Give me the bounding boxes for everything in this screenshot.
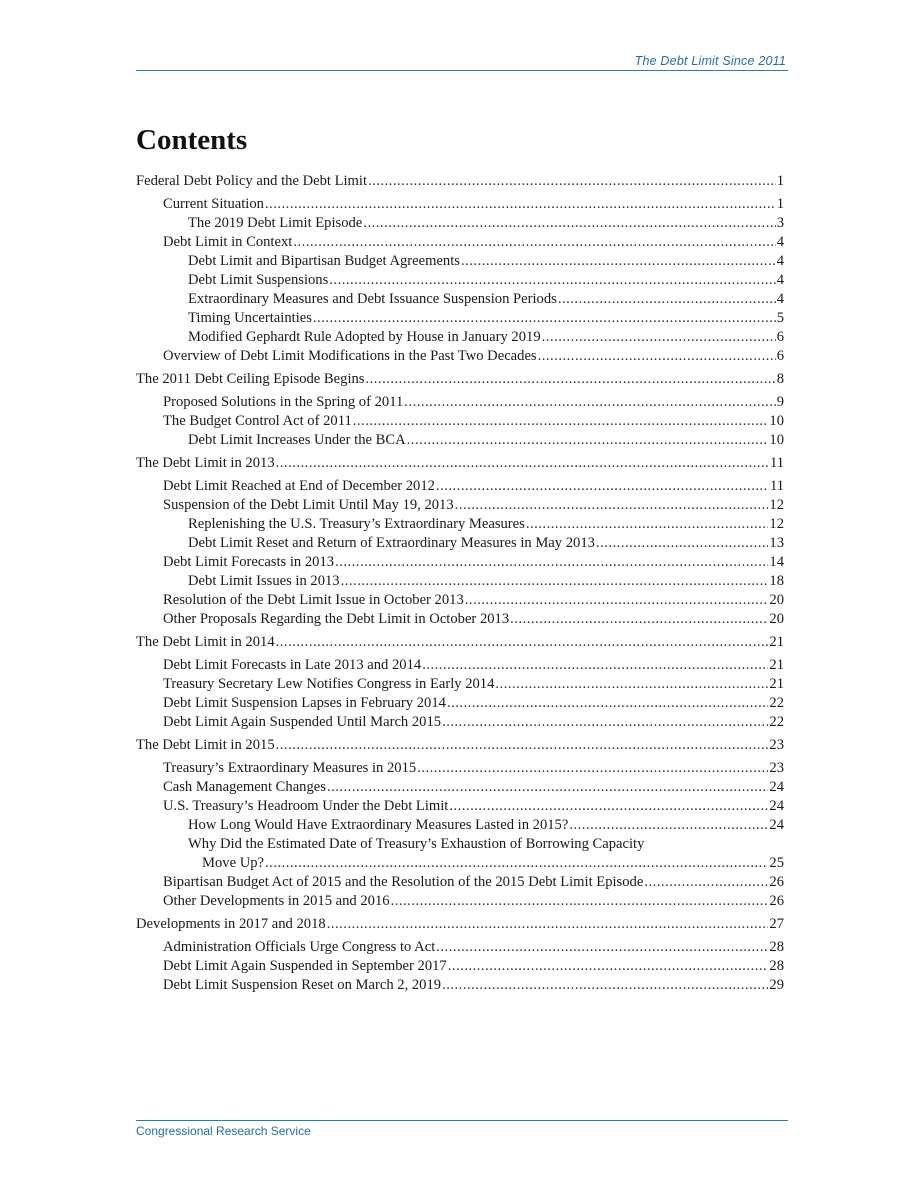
toc-page-number: 11: [769, 455, 784, 471]
toc-entry-text: Debt Limit Increases Under the BCA: [188, 432, 406, 448]
toc-entry-text: Move Up?: [202, 855, 265, 871]
toc-entry[interactable]: [136, 477, 784, 496]
toc-entry[interactable]: [136, 816, 784, 835]
dot-leader: [495, 675, 768, 694]
toc-page-number: 1: [776, 173, 784, 189]
toc-entry[interactable]: [136, 736, 784, 755]
footer-rule: [136, 1120, 788, 1121]
toc-entry[interactable]: [136, 252, 784, 271]
toc-entry-text: Bipartisan Budget Act of 2015 and the Resolution of the 2015 Debt Limit Episode: [163, 874, 644, 890]
dot-leader: [436, 938, 768, 957]
toc-entry[interactable]: [136, 976, 784, 995]
toc-entry[interactable]: [136, 195, 784, 214]
dot-leader: [368, 172, 776, 191]
toc-page-number: 4: [776, 291, 784, 307]
footer-organization: Congressional Research Service: [136, 1124, 311, 1138]
dot-leader: [510, 610, 768, 629]
toc-entry[interactable]: [136, 591, 784, 610]
toc-page-number: 23: [769, 737, 784, 753]
toc-entry-text: Current Situation: [163, 196, 264, 212]
toc-page-number: 28: [769, 958, 784, 974]
dot-leader: [442, 976, 768, 995]
dot-leader: [265, 854, 768, 873]
toc-page-number: 24: [769, 798, 784, 814]
toc-entry[interactable]: [136, 233, 784, 252]
toc-entry-text: Overview of Debt Limit Modifications in the Past Two Decades: [163, 348, 537, 364]
toc-entry[interactable]: [136, 694, 784, 713]
dot-leader: [596, 534, 768, 553]
dot-leader: [569, 816, 768, 835]
toc-entry[interactable]: [136, 854, 784, 873]
dot-leader: [526, 515, 769, 534]
table-of-contents: [136, 172, 784, 995]
dot-leader: [558, 290, 776, 309]
dot-leader: [461, 252, 776, 271]
dot-leader: [538, 347, 776, 366]
dot-leader: [327, 778, 768, 797]
toc-page-number: 6: [776, 329, 784, 345]
toc-entry-text: Debt Limit Suspensions: [188, 272, 329, 288]
dot-leader: [407, 431, 769, 450]
toc-entry-text: Debt Limit Again Suspended in September 2017: [163, 958, 447, 974]
toc-entry[interactable]: [136, 412, 784, 431]
dot-leader: [455, 496, 769, 515]
contents-heading: Contents: [136, 124, 248, 156]
toc-page-number: 4: [776, 253, 784, 269]
toc-entry-text[interactable]: Why Did the Estimated Date of Treasury’s Exhaustion of Borrowing Capacity: [188, 836, 645, 852]
toc-page-number: 26: [769, 893, 784, 909]
toc-entry[interactable]: [136, 656, 784, 675]
toc-entry-text: Debt Limit Reached at End of December 2012: [163, 478, 435, 494]
toc-entry-text: Resolution of the Debt Limit Issue in October 2013: [163, 592, 464, 608]
dot-leader: [327, 915, 769, 934]
toc-entry[interactable]: [136, 370, 784, 389]
toc-entry-text: Debt Limit and Bipartisan Budget Agreements: [188, 253, 460, 269]
toc-entry[interactable]: [136, 496, 784, 515]
toc-page-number: 13: [769, 535, 784, 551]
dot-leader: [335, 553, 768, 572]
toc-entry-text: Debt Limit Reset and Return of Extraordinary Measures in May 2013: [188, 535, 595, 551]
dot-leader: [363, 214, 775, 233]
toc-entry-text: Other Developments in 2015 and 2016: [163, 893, 390, 909]
toc-entry-text: Treasury Secretary Lew Notifies Congress in Early 2014: [163, 676, 495, 692]
toc-entry-text: Proposed Solutions in the Spring of 2011: [163, 394, 404, 410]
toc-page-number: 12: [769, 497, 784, 513]
toc-entry-text: Debt Limit Suspension Reset on March 2, 2019: [163, 977, 442, 993]
toc-entry[interactable]: [136, 172, 784, 191]
toc-entry[interactable]: [136, 610, 784, 629]
toc-entry[interactable]: [136, 633, 784, 652]
toc-entry[interactable]: [136, 572, 784, 591]
toc-page-number: 4: [776, 234, 784, 250]
dot-leader: [449, 797, 768, 816]
toc-entry-text: The Budget Control Act of 2011: [163, 413, 352, 429]
toc-entry-text: The Debt Limit in 2013: [136, 455, 275, 471]
toc-page-number: 20: [769, 592, 784, 608]
toc-entry-text: Other Proposals Regarding the Debt Limit in October 2013: [163, 611, 510, 627]
dot-leader: [276, 633, 769, 652]
running-header-title: The Debt Limit Since 2011: [634, 54, 786, 68]
dot-leader: [644, 873, 768, 892]
toc-entry[interactable]: [136, 675, 784, 694]
toc-entry-text: Debt Limit in Context: [163, 234, 293, 250]
toc-entry[interactable]: [136, 393, 784, 412]
toc-page-number: 26: [769, 874, 784, 890]
toc-page-number: 3: [776, 215, 784, 231]
toc-page-number: 24: [769, 779, 784, 795]
dot-leader: [341, 572, 769, 591]
toc-entry-text: Debt Limit Again Suspended Until March 2015: [163, 714, 442, 730]
header-rule: [136, 70, 788, 71]
toc-entry-text: Suspension of the Debt Limit Until May 19, 2013: [163, 497, 454, 513]
toc-page-number: 1: [776, 196, 784, 212]
toc-page-number: 23: [769, 760, 784, 776]
toc-page-number: 27: [769, 916, 784, 932]
toc-entry-text: Debt Limit Suspension Lapses in February 2014: [163, 695, 446, 711]
toc-entry-text: The Debt Limit in 2014: [136, 634, 275, 650]
toc-entry[interactable]: [136, 938, 784, 957]
dot-leader: [442, 713, 768, 732]
toc-entry[interactable]: [136, 797, 784, 816]
toc-entry-text: The Debt Limit in 2015: [136, 737, 275, 753]
toc-page-number: 10: [769, 413, 784, 429]
toc-page-number: 21: [769, 657, 784, 673]
toc-page-number: 22: [769, 695, 784, 711]
toc-entry-text: Cash Management Changes: [163, 779, 326, 795]
toc-entry[interactable]: [136, 454, 784, 473]
dot-leader: [436, 477, 769, 496]
dot-leader: [404, 393, 775, 412]
toc-page-number: 22: [769, 714, 784, 730]
toc-entry[interactable]: [136, 328, 784, 347]
toc-page-number: 29: [769, 977, 784, 993]
toc-entry-text: Timing Uncertainties: [188, 310, 312, 326]
toc-page-number: 25: [769, 855, 784, 871]
toc-entry[interactable]: [136, 892, 784, 911]
toc-page-number: 21: [769, 634, 784, 650]
dot-leader: [447, 694, 768, 713]
toc-page-number: 9: [776, 394, 784, 410]
toc-entry[interactable]: [136, 290, 784, 309]
toc-entry-text: Replenishing the U.S. Treasury’s Extraordinary Measures: [188, 516, 525, 532]
toc-entry[interactable]: [136, 515, 784, 534]
toc-entry[interactable]: [136, 873, 784, 892]
dot-leader: [293, 233, 775, 252]
toc-entry[interactable]: [136, 534, 784, 553]
dot-leader: [417, 759, 768, 778]
toc-page-number: 18: [769, 573, 784, 589]
toc-entry-text: The 2019 Debt Limit Episode: [188, 215, 363, 231]
toc-page-number: 4: [776, 272, 784, 288]
toc-entry-text: Debt Limit Forecasts in Late 2013 and 2014: [163, 657, 422, 673]
toc-page-number: 12: [769, 516, 784, 532]
toc-page-number: 21: [769, 676, 784, 692]
dot-leader: [329, 271, 775, 290]
dot-leader: [276, 736, 769, 755]
toc-page-number: 24: [769, 817, 784, 833]
toc-entry[interactable]: [136, 214, 784, 233]
dot-leader: [313, 309, 776, 328]
dot-leader: [365, 370, 775, 389]
toc-page-number: 10: [769, 432, 784, 448]
toc-page-number: 14: [769, 554, 784, 570]
toc-entry-text: Extraordinary Measures and Debt Issuance Suspension Periods: [188, 291, 557, 307]
toc-entry-text: Federal Debt Policy and the Debt Limit: [136, 173, 368, 189]
dot-leader: [422, 656, 768, 675]
toc-entry-text: U.S. Treasury’s Headroom Under the Debt Limit: [163, 798, 449, 814]
toc-entry[interactable]: [136, 347, 784, 366]
dot-leader: [465, 591, 769, 610]
dot-leader: [391, 892, 769, 911]
toc-entry-text: Modified Gephardt Rule Adopted by House in January 2019: [188, 329, 541, 345]
toc-entry-text: Debt Limit Issues in 2013: [188, 573, 340, 589]
toc-page-number: 5: [776, 310, 784, 326]
toc-page-number: 11: [769, 478, 784, 494]
toc-entry[interactable]: [136, 309, 784, 328]
toc-entry[interactable]: [136, 713, 784, 732]
toc-page-number: 20: [769, 611, 784, 627]
toc-entry[interactable]: [136, 957, 784, 976]
toc-entry[interactable]: [136, 431, 784, 450]
toc-entry-text: Administration Officials Urge Congress to Act: [163, 939, 436, 955]
dot-leader: [265, 195, 776, 214]
toc-page-number: 28: [769, 939, 784, 955]
toc-entry[interactable]: [136, 915, 784, 934]
toc-entry[interactable]: [136, 759, 784, 778]
toc-page-number: 8: [776, 371, 784, 387]
toc-entry[interactable]: [136, 271, 784, 290]
toc-entry-text: How Long Would Have Extraordinary Measures Lasted in 2015?: [188, 817, 569, 833]
dot-leader: [353, 412, 769, 431]
toc-entry-text: Debt Limit Forecasts in 2013: [163, 554, 335, 570]
toc-entry-text: Treasury’s Extraordinary Measures in 2015: [163, 760, 417, 776]
toc-entry-text: Developments in 2017 and 2018: [136, 916, 326, 932]
toc-entry-text: The 2011 Debt Ceiling Episode Begins: [136, 371, 365, 387]
dot-leader: [276, 454, 769, 473]
dot-leader: [448, 957, 769, 976]
dot-leader: [542, 328, 776, 347]
toc-page-number: 6: [776, 348, 784, 364]
toc-entry[interactable]: [136, 778, 784, 797]
toc-entry[interactable]: [136, 553, 784, 572]
